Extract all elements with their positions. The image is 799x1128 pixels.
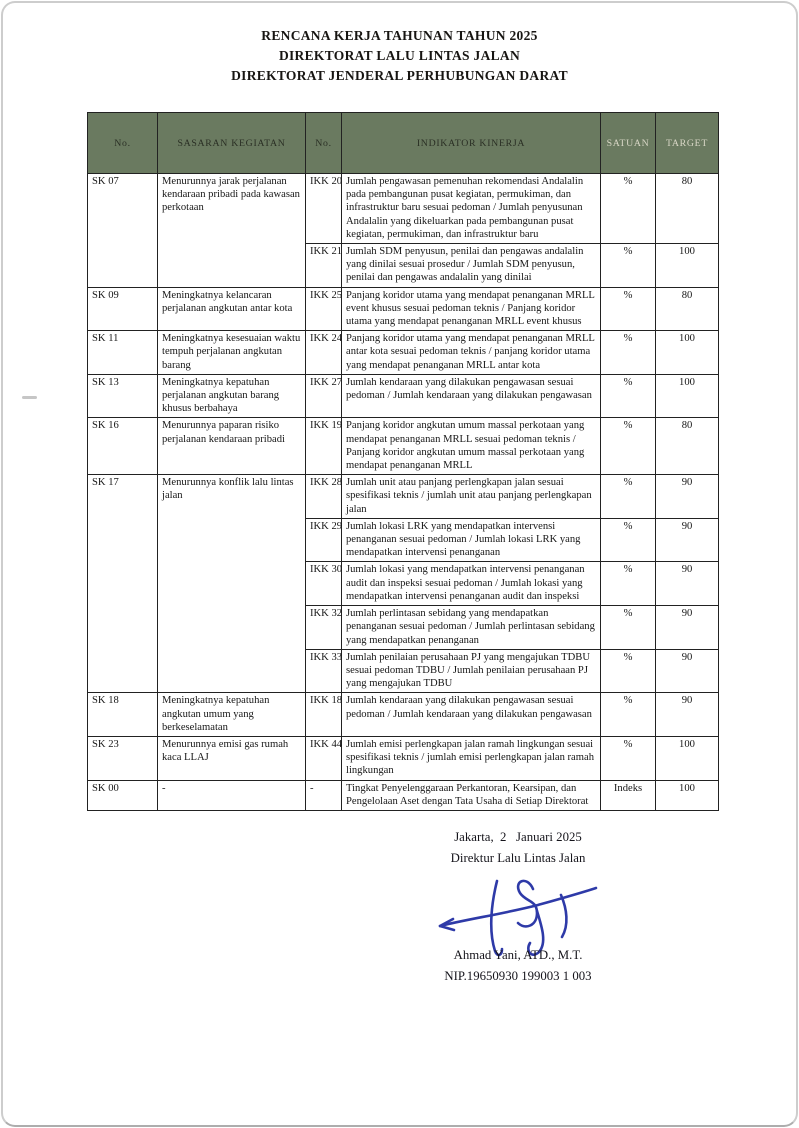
- satuan-cell: %: [601, 418, 656, 475]
- table-row: [88, 331, 719, 375]
- title-line-3: DIREKTORAT JENDERAL PERHUBUNGAN DARAT: [231, 68, 568, 83]
- indikator-cell: Jumlah lokasi yang mendapatkan intervensi penanganan audit dan inspeksi sesuai pedoman / Jumlah lokasi yang mendapatkan intervensi penanganan audit dan inspeksi: [342, 562, 601, 606]
- rkt-table: [87, 112, 719, 811]
- signature-name: Ahmad Yani, ATD., M.T.: [453, 947, 583, 962]
- sasaran-cell: Meningkatnya kepatuhan angkutan umum yang berkeselamatan: [158, 693, 306, 737]
- ikk-code-cell: IKK 30: [306, 562, 342, 606]
- signature-nip: NIP.19650930 199003 1 003: [444, 968, 592, 983]
- ikk-code-cell: IKK 25: [306, 287, 342, 331]
- table-row: [88, 780, 719, 810]
- ikk-code-cell: IKK 18: [306, 693, 342, 737]
- ikk-code-cell: IKK 33: [306, 649, 342, 693]
- title-line-1: RENCANA KERJA TAHUNAN TAHUN 2025: [261, 28, 538, 43]
- column-header-no-ikk: No.: [306, 113, 342, 174]
- table-row: [88, 174, 719, 244]
- ikk-code-cell: IKK 32: [306, 606, 342, 650]
- indikator-cell: Jumlah emisi perlengkapan jalan ramah lingkungan sesuai spesifikasi teknis / jumlah emisi perlengkapan jalan ramah lingkungan: [342, 736, 601, 780]
- ikk-code-cell: IKK 24: [306, 331, 342, 375]
- sk-code-cell: SK 16: [88, 418, 158, 475]
- sk-code-cell: SK 18: [88, 693, 158, 737]
- satuan-cell: %: [601, 244, 656, 288]
- indikator-cell: Jumlah kendaraan yang dilakukan pengawasan sesuai pedoman / Jumlah kendaraan yang dilakukan pengawasan: [342, 693, 601, 737]
- indikator-cell: Panjang koridor utama yang mendapat penanganan MRLL antar kota sesuai pedoman teknis / panjang koridor utama yang mendapat penanganan MRLL antar kota: [342, 331, 601, 375]
- sasaran-cell: -: [158, 780, 306, 810]
- satuan-cell: %: [601, 693, 656, 737]
- column-header-sasaran-kegiatan: SASARAN KEGIATAN: [158, 113, 306, 174]
- satuan-cell: %: [601, 606, 656, 650]
- sk-code-cell: SK 11: [88, 331, 158, 375]
- sasaran-cell: Meningkatnya kesesuaian waktu tempuh perjalanan angkutan barang: [158, 331, 306, 375]
- indikator-cell: Panjang koridor angkutan umum massal perkotaan yang mendapat penanganan MRLL sesuai pedoman teknis / Panjang koridor angkutan umum massal perkotaan yang mendapat penanganan MRLL: [342, 418, 601, 475]
- sasaran-cell: Menurunnya konflik lalu lintas jalan: [158, 475, 306, 693]
- target-cell: 100: [656, 331, 719, 375]
- sasaran-cell: Menurunnya paparan risiko perjalanan kendaraan pribadi: [158, 418, 306, 475]
- satuan-cell: %: [601, 174, 656, 244]
- signature-position: Direktur Lalu Lintas Jalan: [450, 850, 586, 865]
- satuan-cell: %: [601, 736, 656, 780]
- table-row: [88, 693, 719, 737]
- indikator-cell: Jumlah SDM penyusun, penilai dan pengawas andalalin yang dinilai sesuai prosedur / Jumlah SDM penyusun, penilai dan pengawas andalalin yang dinilai: [342, 244, 601, 288]
- ikk-code-cell: IKK 44: [306, 736, 342, 780]
- satuan-cell: %: [601, 287, 656, 331]
- target-cell: 90: [656, 693, 719, 737]
- satuan-cell: %: [601, 518, 656, 562]
- satuan-cell: Indeks: [601, 780, 656, 810]
- ikk-code-cell: IKK 19: [306, 418, 342, 475]
- ikk-code-cell: IKK 29: [306, 518, 342, 562]
- sasaran-cell: Meningkatnya kelancaran perjalanan angkutan antar kota: [158, 287, 306, 331]
- ikk-code-cell: IKK 28: [306, 475, 342, 519]
- target-cell: 100: [656, 244, 719, 288]
- indikator-cell: Jumlah penilaian perusahaan PJ yang mengajukan TDBU sesuai pedoman TDBU / Jumlah penilaian perusahaan PJ yang mengajukan TDBU: [342, 649, 601, 693]
- target-cell: 100: [656, 736, 719, 780]
- table-row: [88, 418, 719, 475]
- target-cell: 90: [656, 562, 719, 606]
- sk-code-cell: SK 13: [88, 374, 158, 418]
- signature-place-date: Jakarta, 2 Januari 2025: [454, 829, 582, 844]
- satuan-cell: %: [601, 331, 656, 375]
- sasaran-cell: Meningkatnya kepatuhan perjalanan angkutan barang khusus berbahaya: [158, 374, 306, 418]
- satuan-cell: %: [601, 475, 656, 519]
- column-header-no-sk: No.: [88, 113, 158, 174]
- title-line-2: DIREKTORAT LALU LINTAS JALAN: [278, 48, 521, 63]
- target-cell: 100: [656, 780, 719, 810]
- column-header-indikator-kinerja: INDIKATOR KINERJA: [342, 113, 601, 174]
- table-header-row: [88, 113, 719, 174]
- column-header-target: TARGET: [656, 113, 719, 174]
- satuan-cell: %: [601, 374, 656, 418]
- ikk-code-cell: -: [306, 780, 342, 810]
- ikk-code-cell: IKK 21: [306, 244, 342, 288]
- indikator-cell: Panjang koridor utama yang mendapat penanganan MRLL event khusus sesuai pedoman teknis / Panjang koridor utama yang mendapat penanganan MRLL event khusus: [342, 287, 601, 331]
- indikator-cell: Jumlah pengawasan pemenuhan rekomendasi Andalalin pada pembangunan pusat kegiatan, permukiman, dan infrastruktur baru sesuai pedoman / Jumlah penyusunan Andalalin yang dikeluarkan pada pembangunan pusat kegiatan, permukiman, dan infrastruktur baru: [342, 174, 601, 244]
- sk-code-cell: SK 17: [88, 475, 158, 693]
- scan-smudge-artifact: [22, 396, 37, 399]
- table-row: [88, 736, 719, 780]
- column-header-satuan: SATUAN: [601, 113, 656, 174]
- satuan-cell: %: [601, 649, 656, 693]
- target-cell: 80: [656, 174, 719, 244]
- target-cell: 80: [656, 287, 719, 331]
- signature-block: [368, 827, 668, 987]
- sk-code-cell: SK 09: [88, 287, 158, 331]
- indikator-cell: Jumlah unit atau panjang perlengkapan jalan sesuai spesifikasi teknis / jumlah unit atau panjang perlengkapan jalan: [342, 475, 601, 519]
- indikator-cell: Tingkat Penyelenggaraan Perkantoran, Kearsipan, dan Pengelolaan Aset dengan Tata Usaha di Setiap Direktorat: [342, 780, 601, 810]
- ikk-code-cell: IKK 27: [306, 374, 342, 418]
- target-cell: 100: [656, 374, 719, 418]
- target-cell: 80: [656, 418, 719, 475]
- table-row: [88, 287, 719, 331]
- indikator-cell: Jumlah lokasi LRK yang mendapatkan intervensi penanganan sesuai pedoman / Jumlah lokasi LRK yang mendapatkan intervensi penanganan: [342, 518, 601, 562]
- sk-code-cell: SK 07: [88, 174, 158, 288]
- document-title: [0, 0, 799, 86]
- target-cell: 90: [656, 475, 719, 519]
- satuan-cell: %: [601, 562, 656, 606]
- table-row: [88, 374, 719, 418]
- indikator-cell: Jumlah kendaraan yang dilakukan pengawasan sesuai pedoman / Jumlah kendaraan yang dilakukan pengawasan: [342, 374, 601, 418]
- target-cell: 90: [656, 649, 719, 693]
- sk-code-cell: SK 00: [88, 780, 158, 810]
- target-cell: 90: [656, 518, 719, 562]
- sk-code-cell: SK 23: [88, 736, 158, 780]
- target-cell: 90: [656, 606, 719, 650]
- ikk-code-cell: IKK 20: [306, 174, 342, 244]
- sasaran-cell: Menurunnya emisi gas rumah kaca LLAJ: [158, 736, 306, 780]
- indikator-cell: Jumlah perlintasan sebidang yang mendapatkan penanganan sesuai pedoman / Jumlah perlintasan sebidang yang mendapatkan penanganan: [342, 606, 601, 650]
- sasaran-cell: Menurunnya jarak perjalanan kendaraan pribadi pada kawasan perkotaan: [158, 174, 306, 288]
- table-row: [88, 475, 719, 519]
